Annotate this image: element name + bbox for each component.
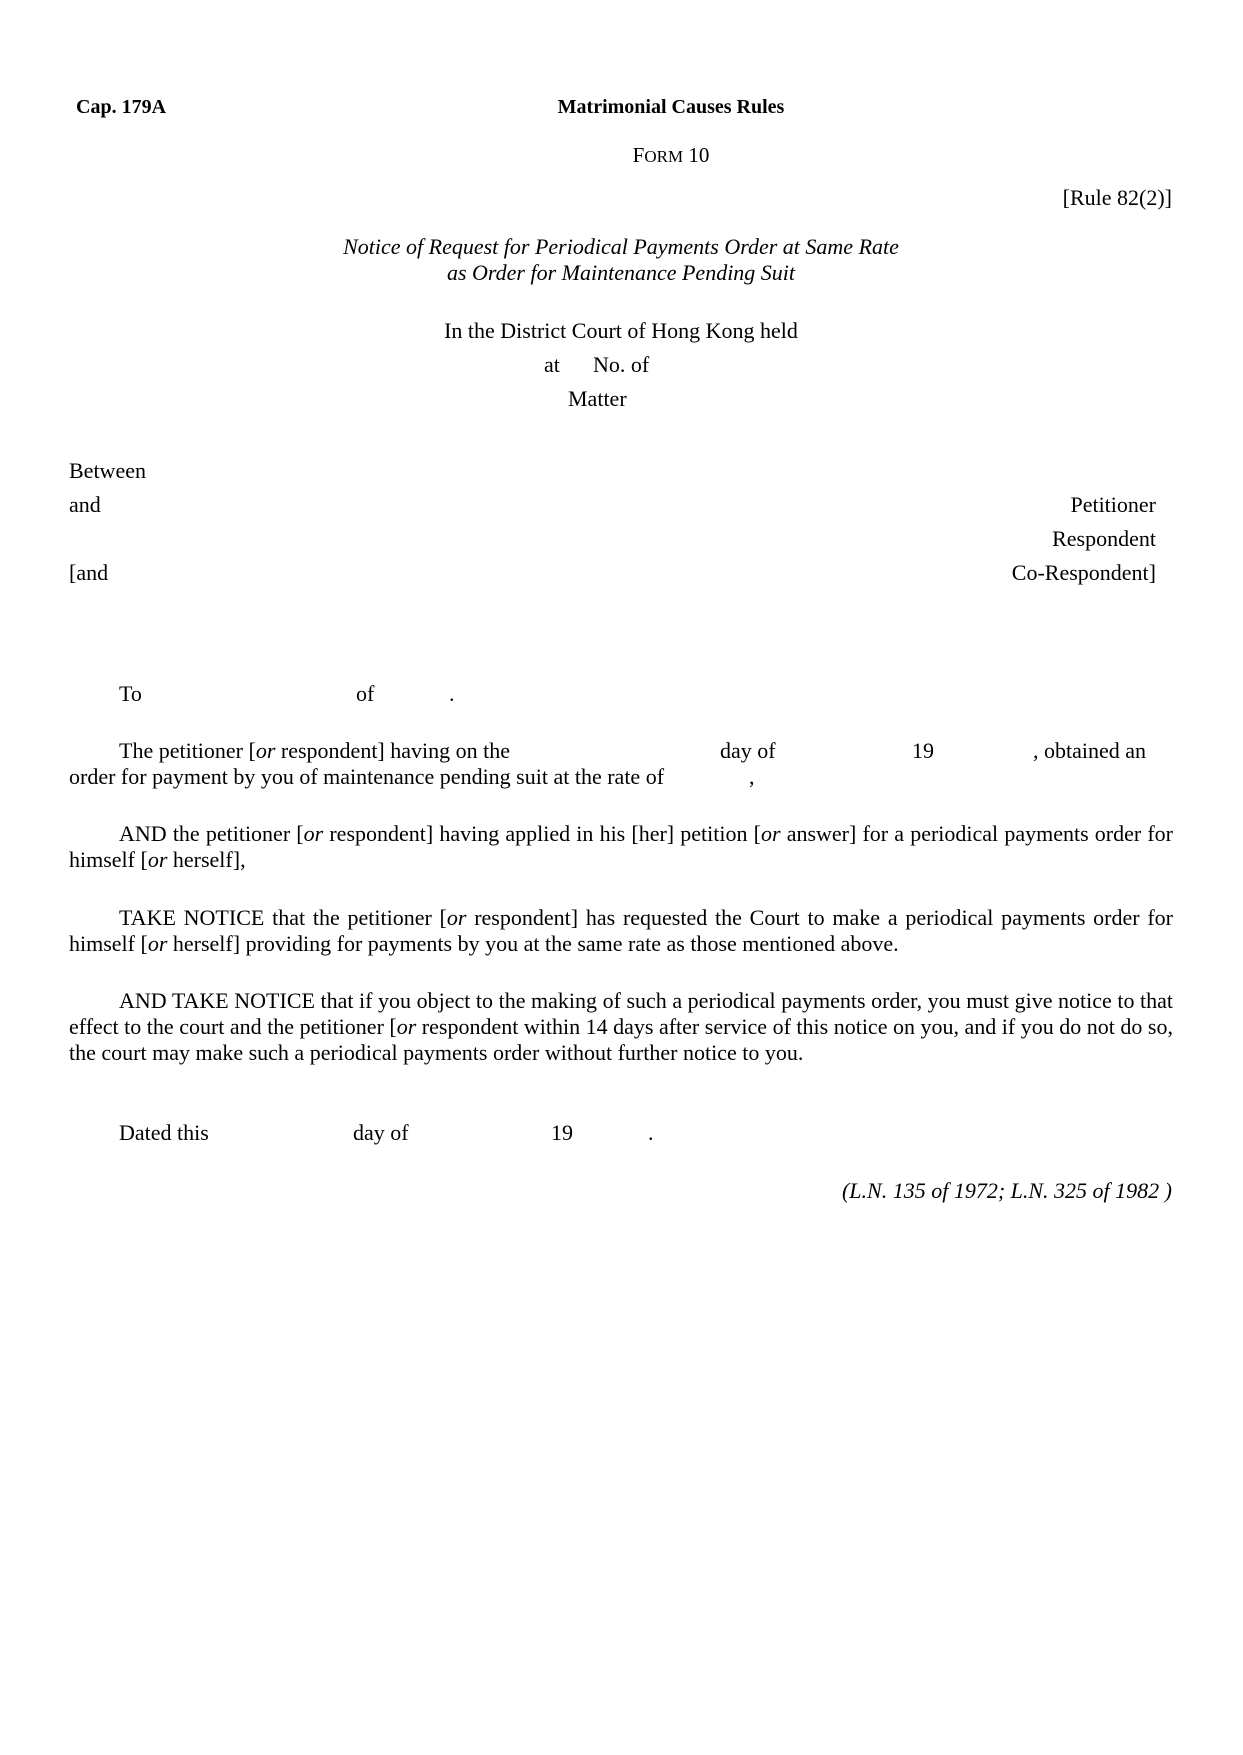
and-label: and [69, 492, 101, 517]
court-matter: Matter [568, 386, 627, 411]
court-no-of: No. of [593, 352, 650, 377]
of-label: of [356, 681, 375, 706]
between-label: Between [69, 458, 146, 483]
para1-obtained: , obtained an [1033, 738, 1147, 763]
to-period: . [449, 681, 455, 706]
para1-comma: , [749, 764, 755, 789]
and-bracket-label: [and [69, 560, 109, 585]
respondent-label: Respondent [1052, 526, 1156, 551]
court-at: at [544, 352, 560, 377]
para1-line-2: order for payment by you of maintenance pending suit at the rate of [69, 764, 665, 789]
para1-start: The petitioner [or respondent] having on the [119, 738, 511, 763]
para1-year: 19 [912, 738, 934, 763]
petitioner-label: Petitioner [1070, 492, 1156, 517]
dated-day-of: day of [353, 1120, 409, 1145]
rule-reference: [Rule 82(2)] [1062, 185, 1172, 210]
to-label: To [119, 681, 142, 706]
para-take-notice: TAKE NOTICE that the petitioner [or respondent] has requested the Court to make a periodical payments order for himself [or herself] providing for payments by you at the same rate as those mentioned above. [69, 905, 1173, 956]
dated-year: 19 [551, 1120, 573, 1145]
heading-line-2: as Order for Maintenance Pending Suit [446, 260, 796, 285]
form-number [471, 145, 871, 166]
dated-this-label: Dated this [119, 1120, 209, 1145]
document-title: Matrimonial Causes Rules [557, 96, 785, 118]
form-label-orm: ORM [644, 147, 684, 166]
para-object-notice: AND TAKE NOTICE that if you object to the making of such a periodical payments order, you must give notice to that effect to the court and the petitioner [or respondent within 14 days after service of this notice on you, and if you do not do so, the court may make such a periodical payments order without further notice to you. [69, 988, 1173, 1065]
dated-period: . [648, 1120, 654, 1145]
court-line: In the District Court of Hong Kong held [444, 318, 798, 343]
heading-line-1: Notice of Request for Periodical Payments Order at Same Rate [343, 234, 899, 259]
para1-day-of: day of [720, 738, 776, 763]
legal-citation: (L.N. 135 of 1972; L.N. 325 of 1982 ) [841, 1178, 1172, 1203]
form-label-number: 10 [688, 143, 710, 167]
chapter-ref: Cap. 179A [76, 96, 167, 118]
para-applied: AND the petitioner [or respondent] having applied in his [her] petition [or answer] for a periodical payments order for himself [or herself], [69, 821, 1174, 872]
co-respondent-label: Co-Respondent] [1011, 560, 1156, 585]
form-label-f: F [632, 143, 645, 167]
